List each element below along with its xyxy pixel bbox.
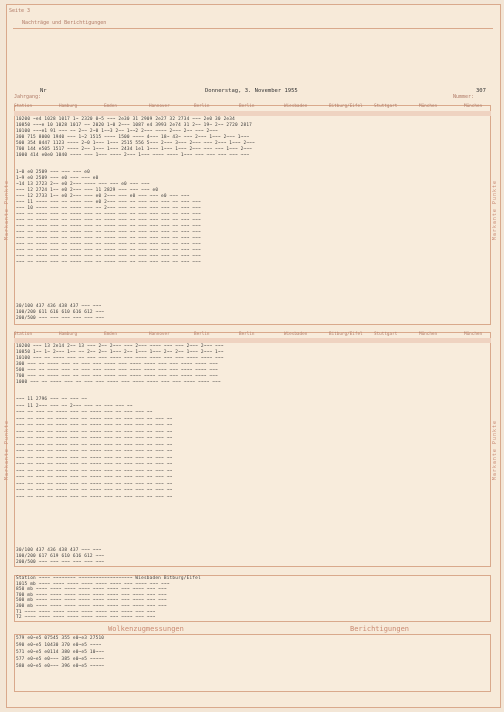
table-row: 100/200 611 616 610 616 612 ~~~: [16, 310, 105, 315]
station: Berlin: [239, 332, 255, 337]
table-row: Station ~~~~ ~~~~~~~~ ~~~~~~~~~~~~~~~~~~~ Wiesbaden Bitburg/Eifel: [16, 576, 201, 581]
table-row: 500 ~~~ ~~ ~~~~ ~~~ ~~ ~~~ ~~~ ~~~~ ~~~ ~~~~ ~~~~ ~~~ ~~~ ~~~~ ~~~~ ~~~: [16, 368, 218, 373]
station: Berlin: [194, 332, 210, 337]
table-row: 10200 ~e4 1028 1017 1~ 2320 0~5 ~~~ 2e30 31 2909 2e27 32 2734 ~~~ 2e0 30 2e34: [16, 117, 235, 122]
station: München: [464, 332, 483, 337]
station: Hamburg: [59, 332, 78, 337]
table-row: 10850 1~~ 1~ 2~~~ 1~~ ~~ 2~~ 2~~ 1~~~ 2~~ 1~~~ 1~~~ 2~~ 2~~ 1~~~ 2~~~ 1~~: [16, 350, 224, 355]
table-row: ~~~ ~~ ~~~~ ~~~ ~~ ~~~~ ~~~ ~~ ~~~~ ~~~ ~~ ~~~ ~~~ ~~~ ~~ ~~~ ~~~: [16, 212, 201, 217]
station: Bitburg/Eifel: [329, 104, 363, 109]
table-row: 200/500 ~~~ ~~~ ~~~ ~~~ ~~~ ~~~: [16, 316, 105, 321]
station: Hamburg: [59, 104, 78, 109]
top-rule: [13, 28, 493, 29]
table-row: 579 e0~e5 07545 355 e0~e3 27510: [16, 636, 105, 641]
table-row: 590 e0~e5 10430 370 e0~e5 ~~~~: [16, 643, 102, 648]
table-row: ~~~ ~~ ~~~ ~~ ~~~~ ~~~ ~~ ~~~~ ~~~ ~~ ~~~ ~~~ ~~ ~~~ ~~: [16, 468, 173, 474]
table-row: 300 mb ~~~~ ~~~~ ~~~~ ~~~~ ~~~~ ~~~~ ~~~ ~~~~ ~~~ ~~~: [16, 604, 167, 609]
upper-station-band: [14, 111, 491, 116]
table-row: 850 mb ~~~~ ~~~~ ~~~~ ~~~~ ~~~~ ~~~~ ~~~ ~~~~ ~~~ ~~~: [16, 587, 167, 593]
station-label: Station: [14, 104, 33, 109]
table-row: ~~~ ~~ ~~~~ ~~~ ~~ ~~~~ ~~~ ~~ ~~~~ ~~~ ~~ ~~~ ~~~ ~~~ ~~ ~~~ ~~~: [16, 248, 201, 253]
table-row: ~~~ ~~ ~~~ ~~ ~~~~ ~~~ ~~ ~~~~ ~~~ ~~ ~~~ ~~~ ~~: [16, 410, 153, 415]
table-row: ~~~ 10 ~~~~ ~~~ ~~ ~~~~ ~~~ ~~ 2~~~ ~~~ ~~ ~~~ ~~~ ~~~ ~~ ~~~ ~~~: [16, 206, 201, 211]
table-row: ~~~ ~~ ~~~ ~~ ~~~~ ~~~ ~~ ~~~~ ~~~ ~~ ~~~ ~~~ ~~ ~~~ ~~: [16, 423, 173, 428]
table-row: 30/100 437 436 438 437 ~~~ ~~~: [16, 304, 102, 309]
side-caption-left: Markante Punkte: [4, 180, 10, 241]
station: Bitburg/Eifel: [329, 332, 363, 337]
station: Emden: [104, 104, 117, 109]
table-row: 10100 ~~~e1 91 ~~~ ~~ 2~~ 2~0 1~~3 2~~ 1~~2 2~~~ ~~~~ 2~~~ 2~~ ~~~ 2~~~: [16, 129, 218, 134]
table-row: 300 ~~~ ~~ ~~~~ ~~~ ~~ ~~~ ~~~ ~~~~ ~~~ ~~~~ ~~~~ ~~~ ~~~ ~~~~ ~~~~ ~~~: [16, 362, 218, 367]
table-row: T2 ~~~~ ~~~~ ~~~~ ~~~~ ~~~~ ~~~~ ~~~ ~~~~ ~~~ ~~~: [16, 615, 156, 621]
station: Wiesbaden: [284, 332, 308, 337]
table-row: 1000 414 e0e0 1040 ~~~~ ~~~ 1~~~ ~~~~ 2~~~ 1~~~ ~~~~ ~~~~ 1~~~ ~~~ ~~~ ~~~ ~~~ ~~~: [16, 153, 250, 158]
table-row: 1015 mb ~~~~ ~~~~ ~~~~ ~~~~ ~~~~ ~~~~ ~~~ ~~~~ ~~~ ~~~: [16, 581, 170, 587]
table-row: ~~~ 11 ~~~~ ~~~ ~~ ~~~~ ~~~ e0 2~~~ ~~~ ~~ ~~~ ~~~ ~~~ ~~ ~~~ ~~~: [16, 200, 201, 205]
station: Emden: [104, 332, 117, 337]
table-row: ~~~ ~~ ~~~ ~~ ~~~~ ~~~ ~~ ~~~~ ~~~ ~~ ~~~ ~~~ ~~ ~~~ ~~: [16, 488, 173, 493]
report-number: 307: [476, 88, 486, 94]
footer-right-title: Berichtigungen: [350, 625, 410, 633]
middle-station-band: [14, 338, 491, 343]
table-row: ~~~ 11 2~~~ ~~~ ~~ 2~~~ ~~~ ~~ ~~~ ~~~ ~~: [16, 403, 133, 409]
table-row: ~~~ ~~ ~~~~ ~~~ ~~ ~~~~ ~~~ ~~ ~~~~ ~~~ ~~ ~~~ ~~~ ~~~ ~~ ~~~ ~~~: [16, 254, 201, 259]
station: München: [464, 104, 483, 109]
table-row: ~~~ ~~ ~~~ ~~ ~~~~ ~~~ ~~ ~~~~ ~~~ ~~ ~~~ ~~~ ~~ ~~~ ~~: [16, 462, 173, 467]
table-row: 1~0 e0 2509 ~~~ ~~~ ~~~ e0: [16, 170, 90, 175]
nummer-label: Nummer:: [453, 94, 475, 100]
table-row: T1 ~~~~ ~~~~ ~~~~ ~~~~ ~~~~ ~~~~ ~~~ ~~~~ ~~~ ~~~: [16, 609, 156, 615]
table-row: 580 e0~e5 e0~~~ 396 e0~e5 ~~~~~: [16, 664, 105, 669]
footer-left-title: Wolkenzugmessungen: [108, 625, 184, 633]
table-row: 100/200 617 619 610 616 612 ~~~: [16, 554, 105, 559]
table-row: 700 ~~~ ~~ ~~~~ ~~~ ~~ ~~~ ~~~ ~~~~ ~~~ ~~~~ ~~~~ ~~~ ~~~ ~~~~ ~~~~ ~~~: [16, 374, 218, 379]
page-id: Seite 3: [9, 8, 31, 14]
table-row: 10100 ~~~ ~~ ~~~~ ~~~ ~~ ~~~ ~~~ ~~~~ ~~~ ~~~~ ~~~~ ~~~ ~~~ ~~~~ ~~~~ ~~~: [16, 356, 224, 361]
table-row: ~~~ ~~ ~~~ ~~ ~~~~ ~~~ ~~ ~~~~ ~~~ ~~ ~~~ ~~~ ~~ ~~~ ~~: [16, 442, 173, 448]
table-row: 1~9 e0 2509 ~~~ e0 ~~~ ~~~ e0: [16, 176, 99, 181]
table-row: ~~~ ~~ ~~~ ~~ ~~~~ ~~~ ~~ ~~~~ ~~~ ~~ ~~~ ~~~ ~~ ~~~ ~~: [16, 455, 173, 461]
side-caption-right: Markante Punkte: [492, 180, 498, 241]
table-row: 500 354 0447 1123 ~~~~ 2~0 1~~~ 1~~~ 2515 556 5~~~ 2~~~ 3~~~ 2~~~ ~~~ 2~~~ 1~~~ 2~~~: [16, 141, 255, 146]
table-row: 200/500 ~~~ ~~~ ~~~ ~~~ ~~~ ~~~: [16, 560, 105, 565]
station: München: [419, 332, 438, 337]
table-row: ~~~ ~~ ~~~ ~~ ~~~~ ~~~ ~~ ~~~~ ~~~ ~~ ~~~ ~~~ ~~ ~~~ ~~: [16, 449, 173, 454]
table-row: ~~~ ~~ ~~~~ ~~~ ~~ ~~~~ ~~~ ~~ ~~~~ ~~~ ~~ ~~~ ~~~ ~~~ ~~ ~~~ ~~~: [16, 260, 201, 265]
table-row: 10200 ~~~ 13 2e14 2~~ 13 ~~~ 2~~ 2~~~ ~~~ 2~~~ ~~~~ ~~~ ~~~ 2~~~ 2~~~ ~~~: [16, 344, 224, 349]
report-date: Donnerstag, 3. November 1955: [205, 88, 298, 94]
table-row: 1000 ~~~ ~~ ~~~~ ~~~ ~~ ~~~ ~~~ ~~~~ ~~~ ~~~~ ~~~~ ~~~ ~~~ ~~~~ ~~~~ ~~~: [16, 380, 221, 385]
station: Berlin: [239, 104, 255, 109]
table-row: ~~~ ~~ ~~~~ ~~~ ~~ ~~~~ ~~~ ~~ ~~~~ ~~~ ~~ ~~~ ~~~ ~~~ ~~ ~~~ ~~~: [16, 224, 201, 229]
table-row: ~~~ ~~ ~~~~ ~~~ ~~ ~~~~ ~~~ ~~ ~~~~ ~~~ ~~ ~~~ ~~~ ~~~ ~~ ~~~ ~~~: [16, 218, 201, 223]
table-row: ~~~ ~~ ~~~ ~~ ~~~~ ~~~ ~~ ~~~~ ~~~ ~~ ~~~ ~~~ ~~ ~~~ ~~: [16, 416, 173, 422]
jahrgang-label: Jahrgang:: [14, 94, 42, 100]
station: Hannover: [149, 104, 170, 109]
table-row: ~~~ ~~ ~~~ ~~ ~~~~ ~~~ ~~ ~~~~ ~~~ ~~ ~~~ ~~~ ~~ ~~~ ~~: [16, 494, 173, 500]
table-row: ~~~ 12 2724 1~~ e0 2~~~ ~~~ 11 2829 ~~~ ~~~ ~~~ e0: [16, 188, 159, 193]
middle-station-row: [14, 332, 504, 337]
table-row: ~~~ ~~ ~~~ ~~ ~~~~ ~~~ ~~ ~~~~ ~~~ ~~ ~~~ ~~~ ~~ ~~~ ~~: [16, 475, 173, 480]
table-row: 30/100 437 436 438 437 ~~~ ~~~: [16, 548, 102, 553]
station: Hannover: [149, 332, 170, 337]
station: Wiesbaden: [284, 104, 308, 109]
table-row: ~~~ 12 2733 1~~ e0 2~~~ ~~~ e0 2~~~ ~~~ e0 ~~~ ~~~ e0 ~~~ ~~~: [16, 194, 190, 199]
station: Stuttgart: [374, 104, 398, 109]
table-row: 500 mb ~~~~ ~~~~ ~~~~ ~~~~ ~~~~ ~~~~ ~~~ ~~~~ ~~~ ~~~: [16, 598, 167, 604]
side-caption-right-mid: Markante Punkte: [492, 420, 498, 481]
table-row: ~~~ ~~ ~~~~ ~~~ ~~ ~~~~ ~~~ ~~ ~~~~ ~~~ ~~ ~~~ ~~~ ~~~ ~~ ~~~ ~~~: [16, 242, 201, 247]
table-row: ~~~ ~~ ~~~ ~~ ~~~~ ~~~ ~~ ~~~~ ~~~ ~~ ~~~ ~~~ ~~ ~~~ ~~: [16, 481, 173, 487]
table-row: ~~~ ~~ ~~~ ~~ ~~~~ ~~~ ~~ ~~~~ ~~~ ~~ ~~~ ~~~ ~~ ~~~ ~~: [16, 436, 173, 441]
table-row: 10850 ~~~e 10 1028 1017 ~~ 2020 1~0 2~~~ 1087 e4 3993 2e74 31 2~~ 19~ 2~~ 2720 2817: [16, 123, 253, 128]
table-row: 300 715 8000 1940 ~~~ 1~2 1515 ~~~~ 1500 ~~~~ 4~~~ 18~ 43~ ~~~ 2~~~ 1~~~ 2~~~ 1~~~: [16, 135, 250, 140]
table-row: ~14 13 2723 2~~ e0 2~~~ ~~~~ ~~~ ~~~ e0 ~~~ ~~~: [16, 182, 150, 187]
table-row: ~~~ ~~ ~~~~ ~~~ ~~ ~~~~ ~~~ ~~ ~~~~ ~~~ ~~ ~~~ ~~~ ~~~ ~~ ~~~ ~~~: [16, 236, 201, 241]
side-caption-left-mid: Markante Punkte: [4, 420, 10, 481]
station: Stuttgart: [374, 332, 398, 337]
table-row: ~~~ ~~ ~~~~ ~~~ ~~ ~~~~ ~~~ ~~ ~~~~ ~~~ ~~ ~~~ ~~~ ~~~ ~~ ~~~ ~~~: [16, 230, 201, 235]
station: München: [419, 104, 438, 109]
upper-station-row: [14, 104, 504, 109]
table-row: 577 e0~e5 e0~~~ 385 e0~e5 ~~~~~: [16, 657, 105, 662]
table-row: 571 e0~e5 e0114 380 e0~e5 10~~~: [16, 650, 105, 655]
station: Berlin: [194, 104, 210, 109]
table-row: ~~~ ~~ ~~~ ~~ ~~~~ ~~~ ~~ ~~~~ ~~~ ~~ ~~~ ~~~ ~~ ~~~ ~~: [16, 429, 173, 435]
header-prefix: Nr: [40, 88, 47, 94]
station-label: Station: [14, 332, 33, 337]
top-note: Nachträge und Berichtigungen: [22, 20, 107, 26]
table-row: 700 mb ~~~~ ~~~~ ~~~~ ~~~~ ~~~~ ~~~~ ~~~ ~~~~ ~~~ ~~~: [16, 592, 167, 598]
table-row: ~~~ 11 2796 ~~~ ~~ ~~~ ~~: [16, 397, 88, 402]
table-row: 700 144 e505 1517 ~~~~ 2~~ 1~~~ 1~~~ 2434 1e1 1~~~ 1~~~ 1~~~ 2~~~ ~~~ ~~~ 1~~~ 2~~~: [16, 147, 253, 152]
